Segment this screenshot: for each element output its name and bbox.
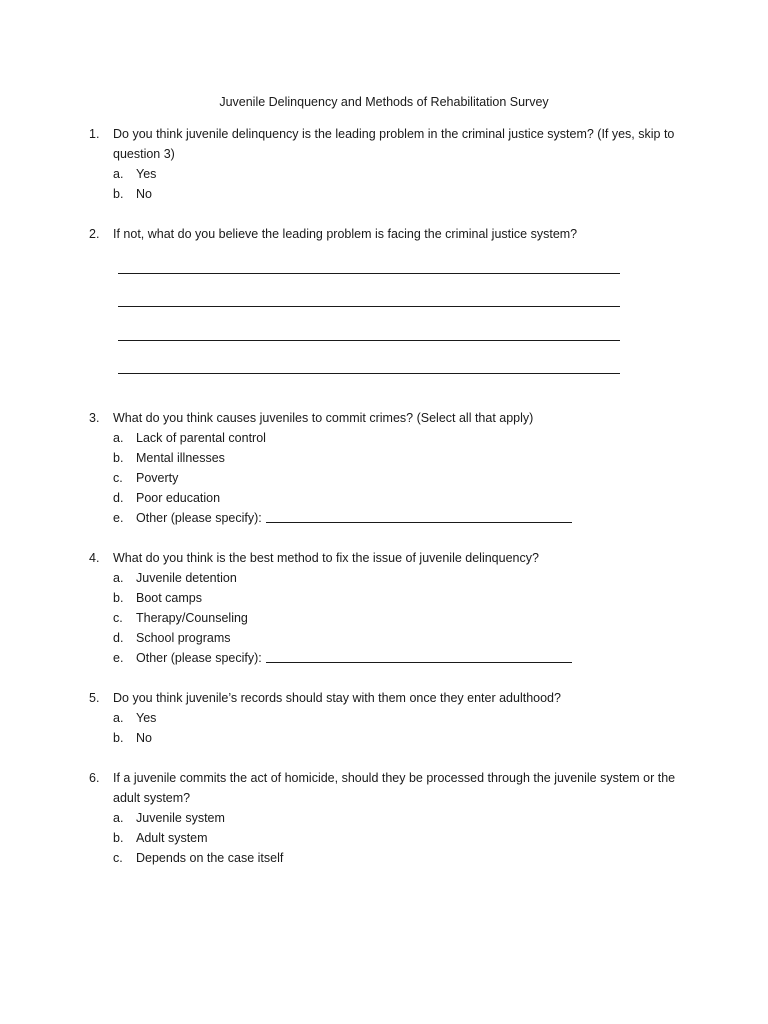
option-no[interactable] xyxy=(113,184,689,204)
question-number: 3. xyxy=(89,411,100,425)
options-list xyxy=(113,708,689,748)
option-label: Depends on the case itself xyxy=(136,851,284,865)
option-label: Juvenile detention xyxy=(136,571,237,585)
question-text: If a juvenile commits the act of homicide, should they be processed through the juvenile system or the adult system? xyxy=(113,771,676,805)
option-boot-camps[interactable] xyxy=(113,588,689,608)
option-label: No xyxy=(136,187,152,201)
option-poor-education[interactable] xyxy=(113,488,689,508)
question-number: 2. xyxy=(89,227,100,241)
question-number: 5. xyxy=(89,691,100,705)
option-mental-illnesses[interactable] xyxy=(113,448,689,468)
option-yes[interactable] xyxy=(113,164,689,184)
option-label: School programs xyxy=(136,631,231,645)
option-letter: b. xyxy=(113,591,124,605)
option-letter: c. xyxy=(113,611,123,625)
option-letter: d. xyxy=(113,631,124,645)
option-letter: b. xyxy=(113,451,124,465)
option-letter: a. xyxy=(113,711,124,725)
survey-title: Juvenile Delinquency and Methods of Rehabilitation Survey xyxy=(219,95,549,109)
option-yes[interactable] xyxy=(113,708,689,728)
option-label: Poverty xyxy=(136,471,179,485)
question-5 xyxy=(89,688,689,748)
option-label: Boot camps xyxy=(136,591,203,605)
question-number: 4. xyxy=(89,551,100,565)
question-number: 6. xyxy=(89,771,100,785)
options-list xyxy=(113,808,689,868)
question-text: Do you think juvenile delinquency is the leading problem in the criminal justice system? (If yes, skip to question 3) xyxy=(113,127,675,161)
question-text: What do you think causes juveniles to commit crimes? (Select all that apply) xyxy=(113,411,534,425)
question-2 xyxy=(89,224,689,244)
answer-line-4[interactable] xyxy=(118,373,620,374)
option-label: Other (please specify): xyxy=(136,651,262,665)
option-other[interactable] xyxy=(113,648,689,668)
option-letter: b. xyxy=(113,731,124,745)
option-label: Adult system xyxy=(136,831,208,845)
question-text: Do you think juvenile’s records should stay with them once they enter adulthood? xyxy=(113,691,561,705)
option-label: Yes xyxy=(136,167,157,181)
option-no[interactable] xyxy=(113,728,689,748)
question-text: If not, what do you believe the leading problem is facing the criminal justice system? xyxy=(113,227,578,241)
option-letter: e. xyxy=(113,651,124,665)
option-letter: c. xyxy=(113,851,123,865)
option-therapy-counseling[interactable] xyxy=(113,608,689,628)
option-letter: a. xyxy=(113,431,124,445)
option-label: Juvenile system xyxy=(136,811,225,825)
option-letter: a. xyxy=(113,811,124,825)
options-list xyxy=(113,164,689,204)
option-letter: b. xyxy=(113,187,124,201)
option-other[interactable] xyxy=(113,508,689,528)
option-letter: c. xyxy=(113,471,123,485)
option-letter: d. xyxy=(113,491,124,505)
option-label: Poor education xyxy=(136,491,221,505)
option-parental-control[interactable] xyxy=(113,428,689,448)
option-poverty[interactable] xyxy=(113,468,689,488)
option-adult-system[interactable] xyxy=(113,828,689,848)
option-label: No xyxy=(136,731,152,745)
option-school-programs[interactable] xyxy=(113,628,689,648)
question-3 xyxy=(89,408,689,528)
options-list xyxy=(113,428,689,528)
option-label: Lack of parental control xyxy=(136,431,266,445)
option-letter: a. xyxy=(113,167,124,181)
option-label: Yes xyxy=(136,711,157,725)
option-juvenile-detention[interactable] xyxy=(113,568,689,588)
options-list xyxy=(113,568,689,668)
question-4 xyxy=(89,548,689,668)
option-letter: a. xyxy=(113,571,124,585)
question-6 xyxy=(89,768,689,868)
answer-line-3[interactable] xyxy=(118,340,620,341)
option-juvenile-system[interactable] xyxy=(113,808,689,828)
question-text: What do you think is the best method to fix the issue of juvenile delinquency? xyxy=(113,551,539,565)
answer-line-2[interactable] xyxy=(118,306,620,307)
other-specify-field[interactable] xyxy=(266,508,572,523)
question-number: 1. xyxy=(89,127,100,141)
answer-line-1[interactable] xyxy=(118,273,620,274)
option-depends-on-case[interactable] xyxy=(113,848,689,868)
question-1 xyxy=(89,124,689,204)
option-letter: e. xyxy=(113,511,124,525)
option-letter: b. xyxy=(113,831,124,845)
option-label: Other (please specify): xyxy=(136,511,262,525)
option-label: Therapy/Counseling xyxy=(136,611,248,625)
other-specify-field[interactable] xyxy=(266,648,572,663)
option-label: Mental illnesses xyxy=(136,451,225,465)
